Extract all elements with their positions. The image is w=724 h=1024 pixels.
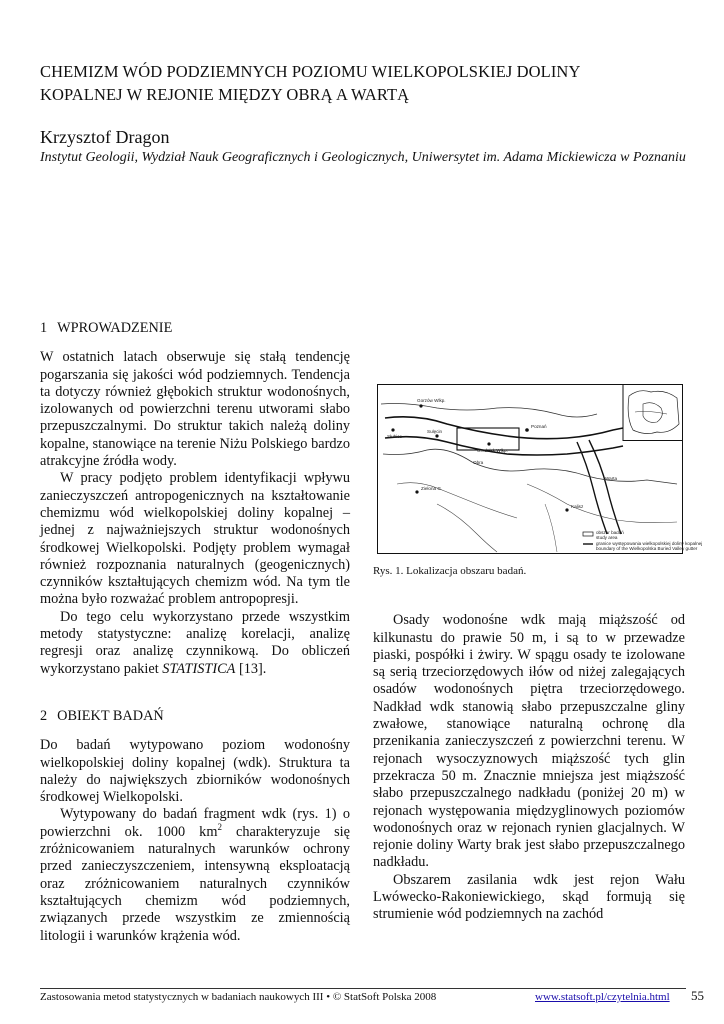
paper-title-line2: KOPALNEJ W REJONIE MIĘDZY OBRĄ A WARTĄ [40,85,410,104]
label-zielona-gora: Zielona G. [421,486,443,491]
paragraph: W pracy podjęto problem identyfikacji wpływu zanieczyszczeń antropogenicznych na kształtowanie chemizmu wód wielkopolskiej doliny kopalnej – jednej z najważniejszych struktur wodonośnych środkowej Wielkopolski. Podjęty problem wymagał również rozpoznania naturalnych (geogenicznych) czynników kształtujących chemizm wód. Na tym tle można było rozważać problem antropopresji. [40,470,350,608]
paragraph: Obszarem zasilania wdk jest rejon Wału Lwówecko-Rakoniewickiego, skąd formują się strumienie wód podziemnych na zachód [373,871,685,923]
inset-map [623,385,683,441]
section-1-number: 1 [40,320,48,336]
author-affiliation: Instytut Geologii, Wydział Nauk Geograficznych i Geologicznych, Uniwersytet im. Adama Mickiewicza w Poznaniu [40,150,686,165]
paper-title-line1: CHEMIZM WÓD PODZIEMNYCH POZIOMU WIELKOPOLSKIEJ DOLINY [40,62,581,81]
paragraph: Do badań wytypowano poziom wodonośny wielkopolskiej doliny kopalnej (wdk). Struktura ta należy do największych zbiorników wodonośnych środkowej Wielkopolski. [40,737,350,806]
section-1-title: WPROWADZENIE [57,320,173,336]
paragraph-text: charakteryzuje się zróżnicowaniem naturalnych warunków ochrony przed zanieczyszczeniem, intensywną eksploatacją oraz zróżnicowaniem naturalnych czynników kształtujących chemizm wód podziemnych, związanych przede wszystkim ze zmiennością litologii i warunków krążenia wód. [40,823,350,944]
paragraph: Osady wodonośne wdk mają miąższość od kilkunastu do prawie 50 m, i są to w przewadze piaski, pospółki i żwiry. W spągu osady te izolowane są serią trzeciorzędowych iłów od niżej zalegających osadów wodonośnych piętra trzeciorzędowego. Nadkład wdk stanowią słabo przepuszczalne gliny zwałowe, stanowiące naturalną ochronę dla przenikania zanieczyszczeń z powierzchni terenu. W rejonach wysoczyznowych miąższość tych glin przekracza 50 m. Znacznie mniejsza jest miąższość słabo przepuszczalnego nadkładu (poniżej 20 m) w rejonach występowania międzyglinowych poziomów wodonośnych oraz w rejonach rynien glacjalnych. W rejonie doliny Warty brak jest słabo przepuszczalnego nadkładu. [373,612,685,871]
label-slubice: Słubice [387,434,403,439]
section-2-heading [40,708,350,725]
column-spacer [373,320,685,352]
left-column [40,320,350,945]
page-number: 55 [691,988,704,1003]
location-map-figure [377,384,703,554]
label-sulecin: Sulęcin [427,429,443,434]
footer-text: Zastosowania metod statystycznych w badaniach naukowych III • © StatSoft Polska 2008 [40,991,437,1003]
label-gorzow: Gorzów Wlkp. [417,398,446,403]
paragraph [40,806,350,944]
legend-study-area-en: study area [596,535,618,540]
label-obra: Obra [473,460,484,465]
legend-boundary-en: boundary of the Wielkopolska Buried Valley gutter [596,546,698,551]
location-map [377,384,703,554]
label-warta: Warta [605,476,618,481]
figure-caption: Rys. 1. Lokalizacja obszaru badań. [373,565,527,577]
right-column [373,320,703,924]
paragraph [40,609,350,678]
paragraph-text: Wytypowany do badań fragment wdk (rys. 1) o powierzchni ok. 1000 km [40,806,350,840]
legend-study-area: obszar badań [596,530,624,535]
section-1-heading [40,320,350,337]
section-2-title: OBIEKT BADAŃ [57,707,164,724]
legend-boundary: granice występowania wielkopolskiej doliny kopalnej [596,541,703,546]
label-kalisz: Kalisz [571,504,584,509]
software-name: STATISTICA [162,660,236,677]
label-poznan: Poznań [531,424,547,429]
author-name: Krzysztof Dragon [40,127,170,147]
paragraph-text: Do tego celu wykorzystano przede wszystkim metody statystyczne: analizę korelacji, analizę regresji oraz analizę czynnikową. Do obliczeń wykorzystano pakiet [40,608,350,677]
footer-link[interactable]: www.statsoft.pl/czytelnia.html [535,991,670,1003]
footer-divider [40,988,686,989]
paper-title [40,60,700,106]
section-2-number: 2 [40,707,48,724]
paragraph: W ostatnich latach obserwuje się stałą tendencję pogarszania się jakości wód podziemnych. Tendencja ta dotyczy również głębokich struktur wodonośnych, izolowanych od powierzchni terenu utworami słabo przepuszczalnymi. Do struktur takich należą doliny kopalne, stanowiące na terenie Niżu Polskiego bardzo atrakcyjne źródła wody. [40,349,350,470]
citation: [13]. [235,660,267,677]
superscript: 2 [217,821,222,832]
label-grodzisk: Grodzisk Wlkp. [477,448,508,453]
